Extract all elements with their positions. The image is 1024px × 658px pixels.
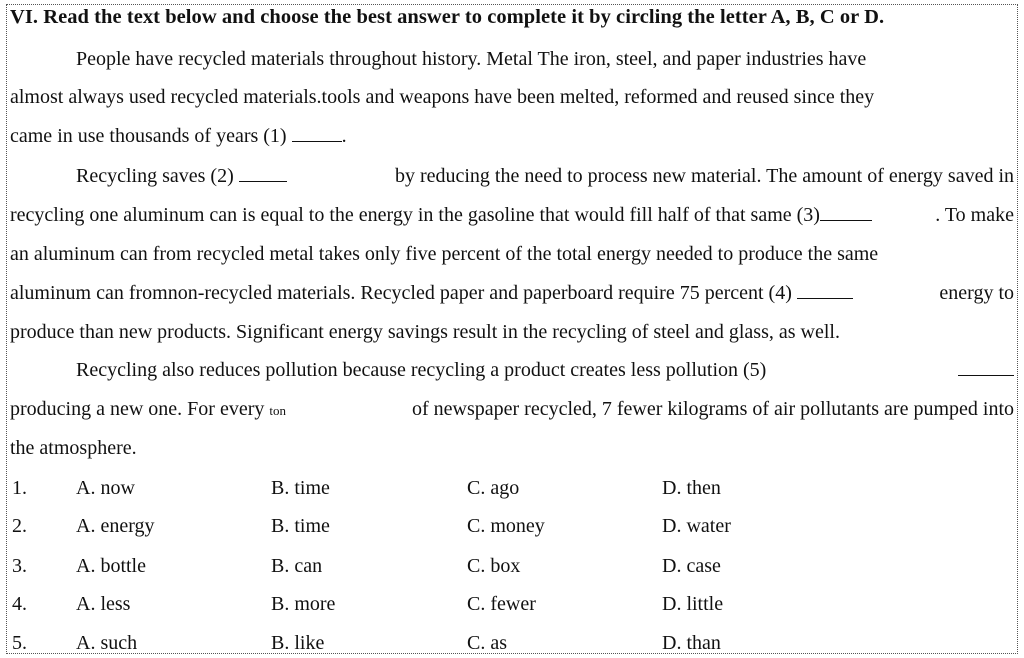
option-d[interactable]: D. case [662,555,721,577]
passage-line [76,359,1014,382]
option-a[interactable]: A. less [76,593,131,615]
passage-line [10,125,1014,148]
option-c[interactable]: C. ago [467,477,520,499]
passage-text: produce than new products. Significant energy savings result in the recycling of steel and glass, as well. [10,321,840,343]
answer-blank-4[interactable] [797,282,853,299]
passage-line [10,398,1014,421]
option-b[interactable]: B. like [271,632,325,654]
passage-text: . To make [935,204,1014,226]
passage-line [10,282,1014,305]
passage-text: Recycling saves (2) [76,165,234,187]
option-a[interactable]: A. now [76,477,135,499]
option-b[interactable]: B. can [271,555,323,577]
answer-blank-1[interactable] [292,125,342,142]
option-c[interactable]: C. fewer [467,593,536,615]
option-b[interactable]: B. time [271,515,330,537]
option-a[interactable]: A. such [76,632,138,654]
answer-blank-2[interactable] [239,165,287,182]
question-number: 2. [12,515,27,537]
option-d[interactable]: D. than [662,632,721,654]
passage-text: ton [269,403,286,418]
question-number: 5. [12,632,27,654]
passage-line [10,437,1014,460]
passage-line [76,48,1014,71]
option-b[interactable]: B. time [271,477,330,499]
option-d[interactable]: D. then [662,477,721,499]
passage-text: producing a new one. For every [10,398,265,420]
option-d[interactable]: D. water [662,515,731,537]
passage-text: of newspaper recycled, 7 fewer kilograms of air pollutants are pumped into [411,398,1014,420]
option-a[interactable]: A. energy [76,515,155,537]
option-d[interactable]: D. little [662,593,724,615]
passage-text: Recycling also reduces pollution because recycling a product creates less pollution (5) [76,359,767,381]
passage-text: energy to [939,282,1014,304]
passage-line [10,243,1014,266]
option-a[interactable]: A. bottle [76,555,146,577]
question-number: 4. [12,593,27,615]
option-c[interactable]: C. as [467,632,507,654]
question-number: 3. [12,555,27,577]
passage-text: People have recycled materials throughout history. Metal The iron, steel, and paper industries have [76,48,867,70]
option-c[interactable]: C. box [467,555,521,577]
passage-line [76,165,1014,188]
passage-text: by reducing the need to process new material. The amount of energy saved in [394,165,1014,187]
answer-blank-5[interactable] [958,359,1014,376]
passage-text: an aluminum can from recycled metal takes only five percent of the total energy needed to produce the same [10,243,879,265]
passage-line [10,204,1014,227]
passage-text: . [341,125,347,147]
passage-line [10,321,1014,344]
passage-line [10,86,1014,109]
passage-text: aluminum can fromnon-recycled materials. Recycled paper and paperboard require 75 percent (4) [10,282,792,304]
question-number: 1. [12,477,27,499]
passage-text: came in use thousands of years (1) [10,125,287,147]
answer-blank-3[interactable] [820,204,872,221]
passage-text: the atmosphere. [10,437,137,459]
passage-text: recycling one aluminum can is equal to the energy in the gasoline that would fill half of that same (3) [10,204,820,226]
exercise-heading: VI. Read the text below and choose the best answer to complete it by circling the letter A, B, C or D. [10,6,885,28]
option-b[interactable]: B. more [271,593,336,615]
passage-text: almost always used recycled materials.tools and weapons have been melted, reformed and reused since they [10,86,875,108]
option-c[interactable]: C. money [467,515,545,537]
